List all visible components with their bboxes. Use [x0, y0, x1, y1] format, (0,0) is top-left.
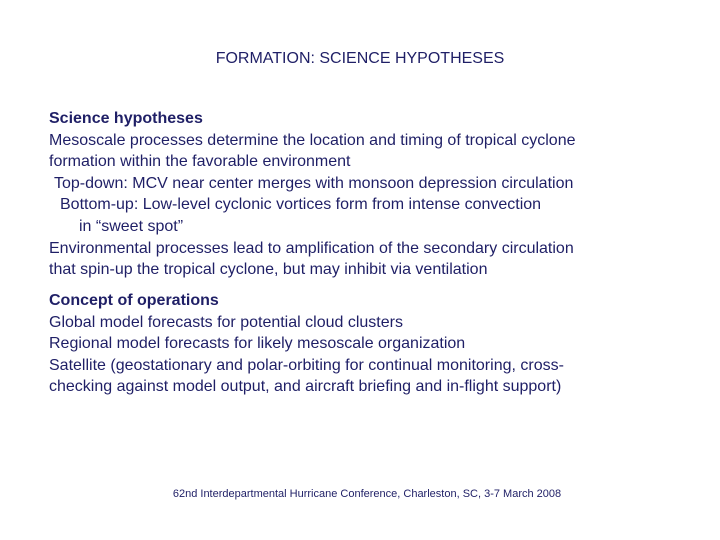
- bottom-up-line: Bottom-up: Low-level cyclonic vortices form from intense convection: [60, 196, 542, 214]
- slide-title: FORMATION: SCIENCE HYPOTHESES: [215, 50, 505, 67]
- hypothesis-line: formation within the favorable environment: [49, 153, 351, 171]
- concept-of-operations-heading: Concept of operations: [49, 292, 219, 309]
- concept-of-operations-section: [49, 290, 689, 398]
- concept-line: Satellite (geostationary and polar-orbiting for continual monitoring, cross-: [49, 356, 564, 374]
- concept-line: checking against model output, and aircraft briefing and in-flight support): [49, 378, 562, 396]
- science-hypotheses-section: [49, 108, 689, 281]
- footer: 62nd Interdepartmental Hurricane Conference, Charleston, SC, 3-7 March 2008: [172, 488, 562, 500]
- hypothesis-line: Environmental processes lead to amplification of the secondary circulation: [49, 239, 574, 257]
- concept-line: Global model forecasts for potential cloud clusters: [49, 313, 403, 331]
- top-down-line: Top-down: MCV near center merges with monsoon depression circulation: [54, 174, 574, 192]
- hypothesis-line: Mesoscale processes determine the location and timing of tropical cyclone: [49, 131, 576, 149]
- science-hypotheses-heading: Science hypotheses: [49, 110, 203, 127]
- hypothesis-line: that spin-up the tropical cyclone, but may inhibit via ventilation: [49, 261, 488, 279]
- concept-line: Regional model forecasts for likely mesoscale organization: [49, 335, 466, 353]
- sweet-spot-line: in “sweet spot”: [79, 217, 184, 235]
